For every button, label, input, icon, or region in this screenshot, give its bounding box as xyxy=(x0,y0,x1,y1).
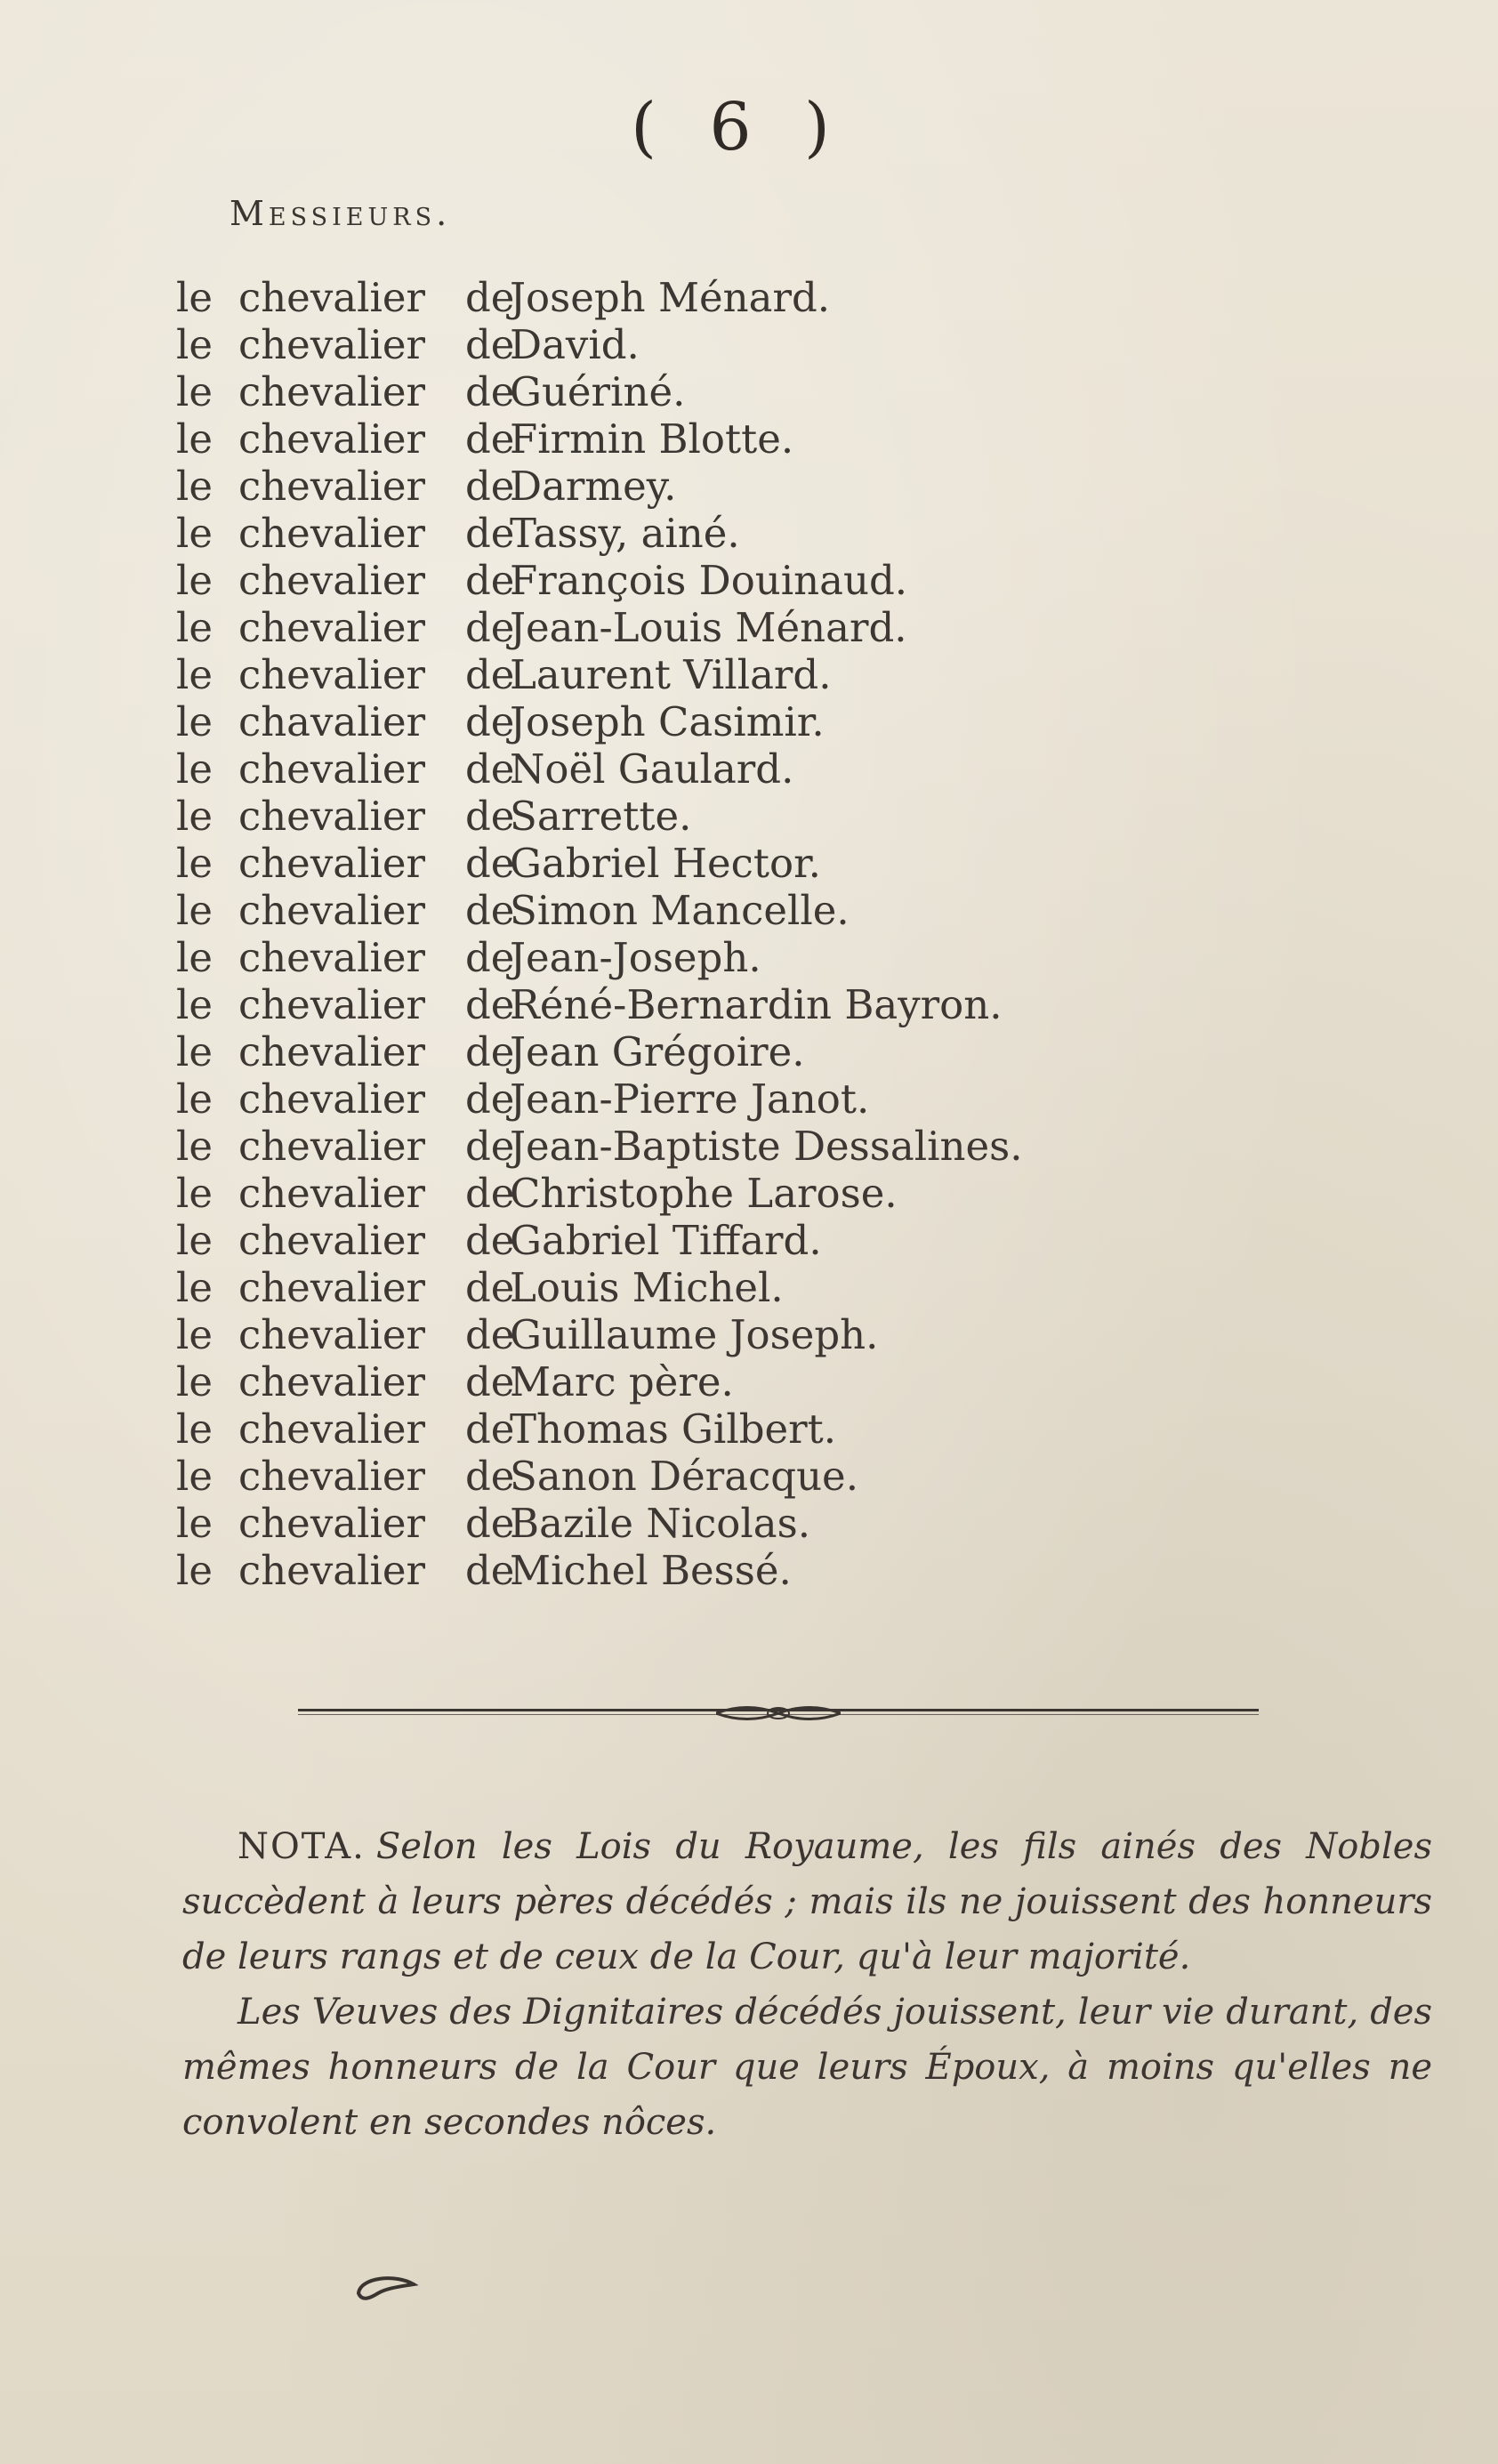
entry-title: chevalier xyxy=(238,463,425,510)
entry-title: chevalier xyxy=(238,1264,425,1311)
entry-title: chevalier xyxy=(238,321,425,368)
nota-text-1: Selon les Lois du Royaume, les fils ainés des Nobles succèdent à leurs pères décédés ; mais ils ne jouissent des honneurs de leurs rangs et de ceux de la Cour, qu'à leur majorité. xyxy=(182,1826,1432,1977)
list-item xyxy=(176,1453,1066,1500)
entry-name: Jean-Baptiste Dessalines. xyxy=(510,1123,1023,1170)
entry-article: le xyxy=(176,1453,213,1500)
entry-name: Guillaume Joseph. xyxy=(510,1311,879,1358)
entry-preposition: de xyxy=(465,321,515,368)
entry-name: Louis Michel. xyxy=(510,1264,784,1311)
chevalier-list xyxy=(176,274,1066,1594)
nota-text-2: Les Veuves des Dignitaires décédés jouissent, leur vie durant, des mêmes honneurs de la Cour que leurs Époux, à moins qu'elles ne convolent en secondes nôces. xyxy=(182,1992,1432,2143)
entry-title: chevalier xyxy=(238,1547,425,1594)
entry-title: chevalier xyxy=(238,1170,425,1217)
divider-ornament-icon xyxy=(716,1702,841,1725)
list-item xyxy=(176,463,1066,510)
entry-article: le xyxy=(176,368,213,415)
entry-title: chevalier xyxy=(238,415,425,463)
entry-article: le xyxy=(176,1500,213,1547)
nota-label: NOTA. xyxy=(238,1826,366,1867)
entry-article: le xyxy=(176,557,213,604)
entry-preposition: de xyxy=(465,981,515,1028)
printer-mark-icon xyxy=(351,2267,423,2311)
list-item xyxy=(176,745,1066,793)
entry-preposition: de xyxy=(465,1217,515,1264)
entry-name: Michel Bessé. xyxy=(510,1547,792,1594)
entry-title: chevalier xyxy=(238,651,425,698)
entry-preposition: de xyxy=(465,840,515,887)
list-item xyxy=(176,887,1066,934)
entry-preposition: de xyxy=(465,1547,515,1594)
entry-name: Darmey. xyxy=(510,463,677,510)
entry-name: Jean-Louis Ménard. xyxy=(510,604,907,651)
entry-article: le xyxy=(176,415,213,463)
entry-name: Christophe Larose. xyxy=(510,1170,898,1217)
entry-title: chevalier xyxy=(238,840,425,887)
entry-preposition: de xyxy=(465,934,515,981)
entry-preposition: de xyxy=(465,887,515,934)
entry-title: chevalier xyxy=(238,1217,425,1264)
entry-article: le xyxy=(176,840,213,887)
entry-title: chevalier xyxy=(238,981,425,1028)
entry-title: chevalier xyxy=(238,1500,425,1547)
entry-name: Simon Mancelle. xyxy=(510,887,850,934)
entry-title: chevalier xyxy=(238,1075,425,1123)
list-item xyxy=(176,510,1066,557)
list-item xyxy=(176,1500,1066,1547)
list-item xyxy=(176,1311,1066,1358)
list-item xyxy=(176,1547,1066,1594)
entry-title: chevalier xyxy=(238,1453,425,1500)
entry-title: chevalier xyxy=(238,604,425,651)
entry-article: le xyxy=(176,1547,213,1594)
entry-preposition: de xyxy=(465,1311,515,1358)
entry-preposition: de xyxy=(465,463,515,510)
entry-name: Sarrette. xyxy=(510,793,692,840)
entry-article: le xyxy=(176,651,213,698)
entry-title: chevalier xyxy=(238,1123,425,1170)
nota-block xyxy=(182,1819,1432,2150)
entry-preposition: de xyxy=(465,1170,515,1217)
entry-name: Noël Gaulard. xyxy=(510,745,794,793)
list-item xyxy=(176,415,1066,463)
list-item xyxy=(176,1264,1066,1311)
entry-preposition: de xyxy=(465,698,515,745)
entry-title: chevalier xyxy=(238,274,425,321)
entry-name: François Douinaud. xyxy=(510,557,908,604)
entry-preposition: de xyxy=(465,1028,515,1075)
entry-title: chevalier xyxy=(238,510,425,557)
entry-name: Guériné. xyxy=(510,368,686,415)
entry-title: chevalier xyxy=(238,1311,425,1358)
entry-name: Réné-Bernardin Bayron. xyxy=(510,981,1003,1028)
list-item xyxy=(176,1075,1066,1123)
entry-name: Sanon Déracque. xyxy=(510,1453,858,1500)
list-item xyxy=(176,1217,1066,1264)
entry-article: le xyxy=(176,1075,213,1123)
entry-preposition: de xyxy=(465,510,515,557)
entry-article: le xyxy=(176,1264,213,1311)
list-item xyxy=(176,934,1066,981)
entry-article: le xyxy=(176,274,213,321)
entry-title: chevalier xyxy=(238,887,425,934)
entry-name: David. xyxy=(510,321,640,368)
list-item xyxy=(176,793,1066,840)
entry-preposition: de xyxy=(465,651,515,698)
entry-preposition: de xyxy=(465,1500,515,1547)
entry-name: Gabriel Tiffard. xyxy=(510,1217,822,1264)
entry-name: Jean-Joseph. xyxy=(510,934,761,981)
entry-article: le xyxy=(176,1123,213,1170)
entry-name: Firmin Blotte. xyxy=(510,415,794,463)
entry-preposition: de xyxy=(465,415,515,463)
entry-article: le xyxy=(176,510,213,557)
entry-article: le xyxy=(176,887,213,934)
entry-preposition: de xyxy=(465,793,515,840)
list-item xyxy=(176,840,1066,887)
entry-title: chevalier xyxy=(238,934,425,981)
list-item xyxy=(176,1358,1066,1405)
entry-article: le xyxy=(176,1170,213,1217)
nota-paragraph-2 xyxy=(182,1985,1432,2150)
entry-name: Joseph Ménard. xyxy=(510,274,831,321)
entry-preposition: de xyxy=(465,745,515,793)
entry-article: le xyxy=(176,1311,213,1358)
entry-name: Laurent Villard. xyxy=(510,651,832,698)
entry-title: chevalier xyxy=(238,557,425,604)
entry-title: chevalier xyxy=(238,1028,425,1075)
entry-article: le xyxy=(176,321,213,368)
entry-name: Joseph Casimir. xyxy=(510,698,825,745)
entry-article: le xyxy=(176,745,213,793)
entry-article: le xyxy=(176,934,213,981)
list-item xyxy=(176,1123,1066,1170)
entry-article: le xyxy=(176,698,213,745)
entry-title: chevalier xyxy=(238,1358,425,1405)
entry-name: Marc père. xyxy=(510,1358,734,1405)
list-item xyxy=(176,321,1066,368)
entry-title: chavalier xyxy=(238,698,426,745)
list-item xyxy=(176,368,1066,415)
entry-name: Thomas Gilbert. xyxy=(510,1405,837,1453)
entry-name: Bazile Nicolas. xyxy=(510,1500,811,1547)
entry-preposition: de xyxy=(465,1453,515,1500)
entry-preposition: de xyxy=(465,604,515,651)
entry-article: le xyxy=(176,793,213,840)
entry-name: Tassy, ainé. xyxy=(510,510,740,557)
list-item xyxy=(176,604,1066,651)
entry-preposition: de xyxy=(465,274,515,321)
entry-title: chevalier xyxy=(238,745,425,793)
list-item xyxy=(176,274,1066,321)
section-heading: Messieurs. xyxy=(230,194,452,233)
entry-article: le xyxy=(176,1028,213,1075)
entry-preposition: de xyxy=(465,1358,515,1405)
list-item xyxy=(176,1405,1066,1453)
entry-article: le xyxy=(176,1358,213,1405)
entry-title: chevalier xyxy=(238,793,425,840)
entry-article: le xyxy=(176,463,213,510)
entry-name: Jean-Pierre Janot. xyxy=(510,1075,870,1123)
entry-preposition: de xyxy=(465,1405,515,1453)
ornamental-divider xyxy=(298,1703,1259,1723)
nota-paragraph-1 xyxy=(182,1819,1432,1985)
entry-article: le xyxy=(176,1217,213,1264)
list-item xyxy=(176,557,1066,604)
list-item xyxy=(176,981,1066,1028)
entry-name: Jean Grégoire. xyxy=(510,1028,805,1075)
entry-article: le xyxy=(176,981,213,1028)
page-number: ( 6 ) xyxy=(631,89,846,165)
entry-preposition: de xyxy=(465,1075,515,1123)
entry-title: chevalier xyxy=(238,1405,425,1453)
list-item xyxy=(176,1170,1066,1217)
list-item xyxy=(176,1028,1066,1075)
entry-preposition: de xyxy=(465,1123,515,1170)
entry-preposition: de xyxy=(465,1264,515,1311)
entry-name: Gabriel Hector. xyxy=(510,840,821,887)
entry-article: le xyxy=(176,604,213,651)
list-item xyxy=(176,698,1066,745)
entry-preposition: de xyxy=(465,368,515,415)
entry-title: chevalier xyxy=(238,368,425,415)
entry-preposition: de xyxy=(465,557,515,604)
list-item xyxy=(176,651,1066,698)
entry-article: le xyxy=(176,1405,213,1453)
